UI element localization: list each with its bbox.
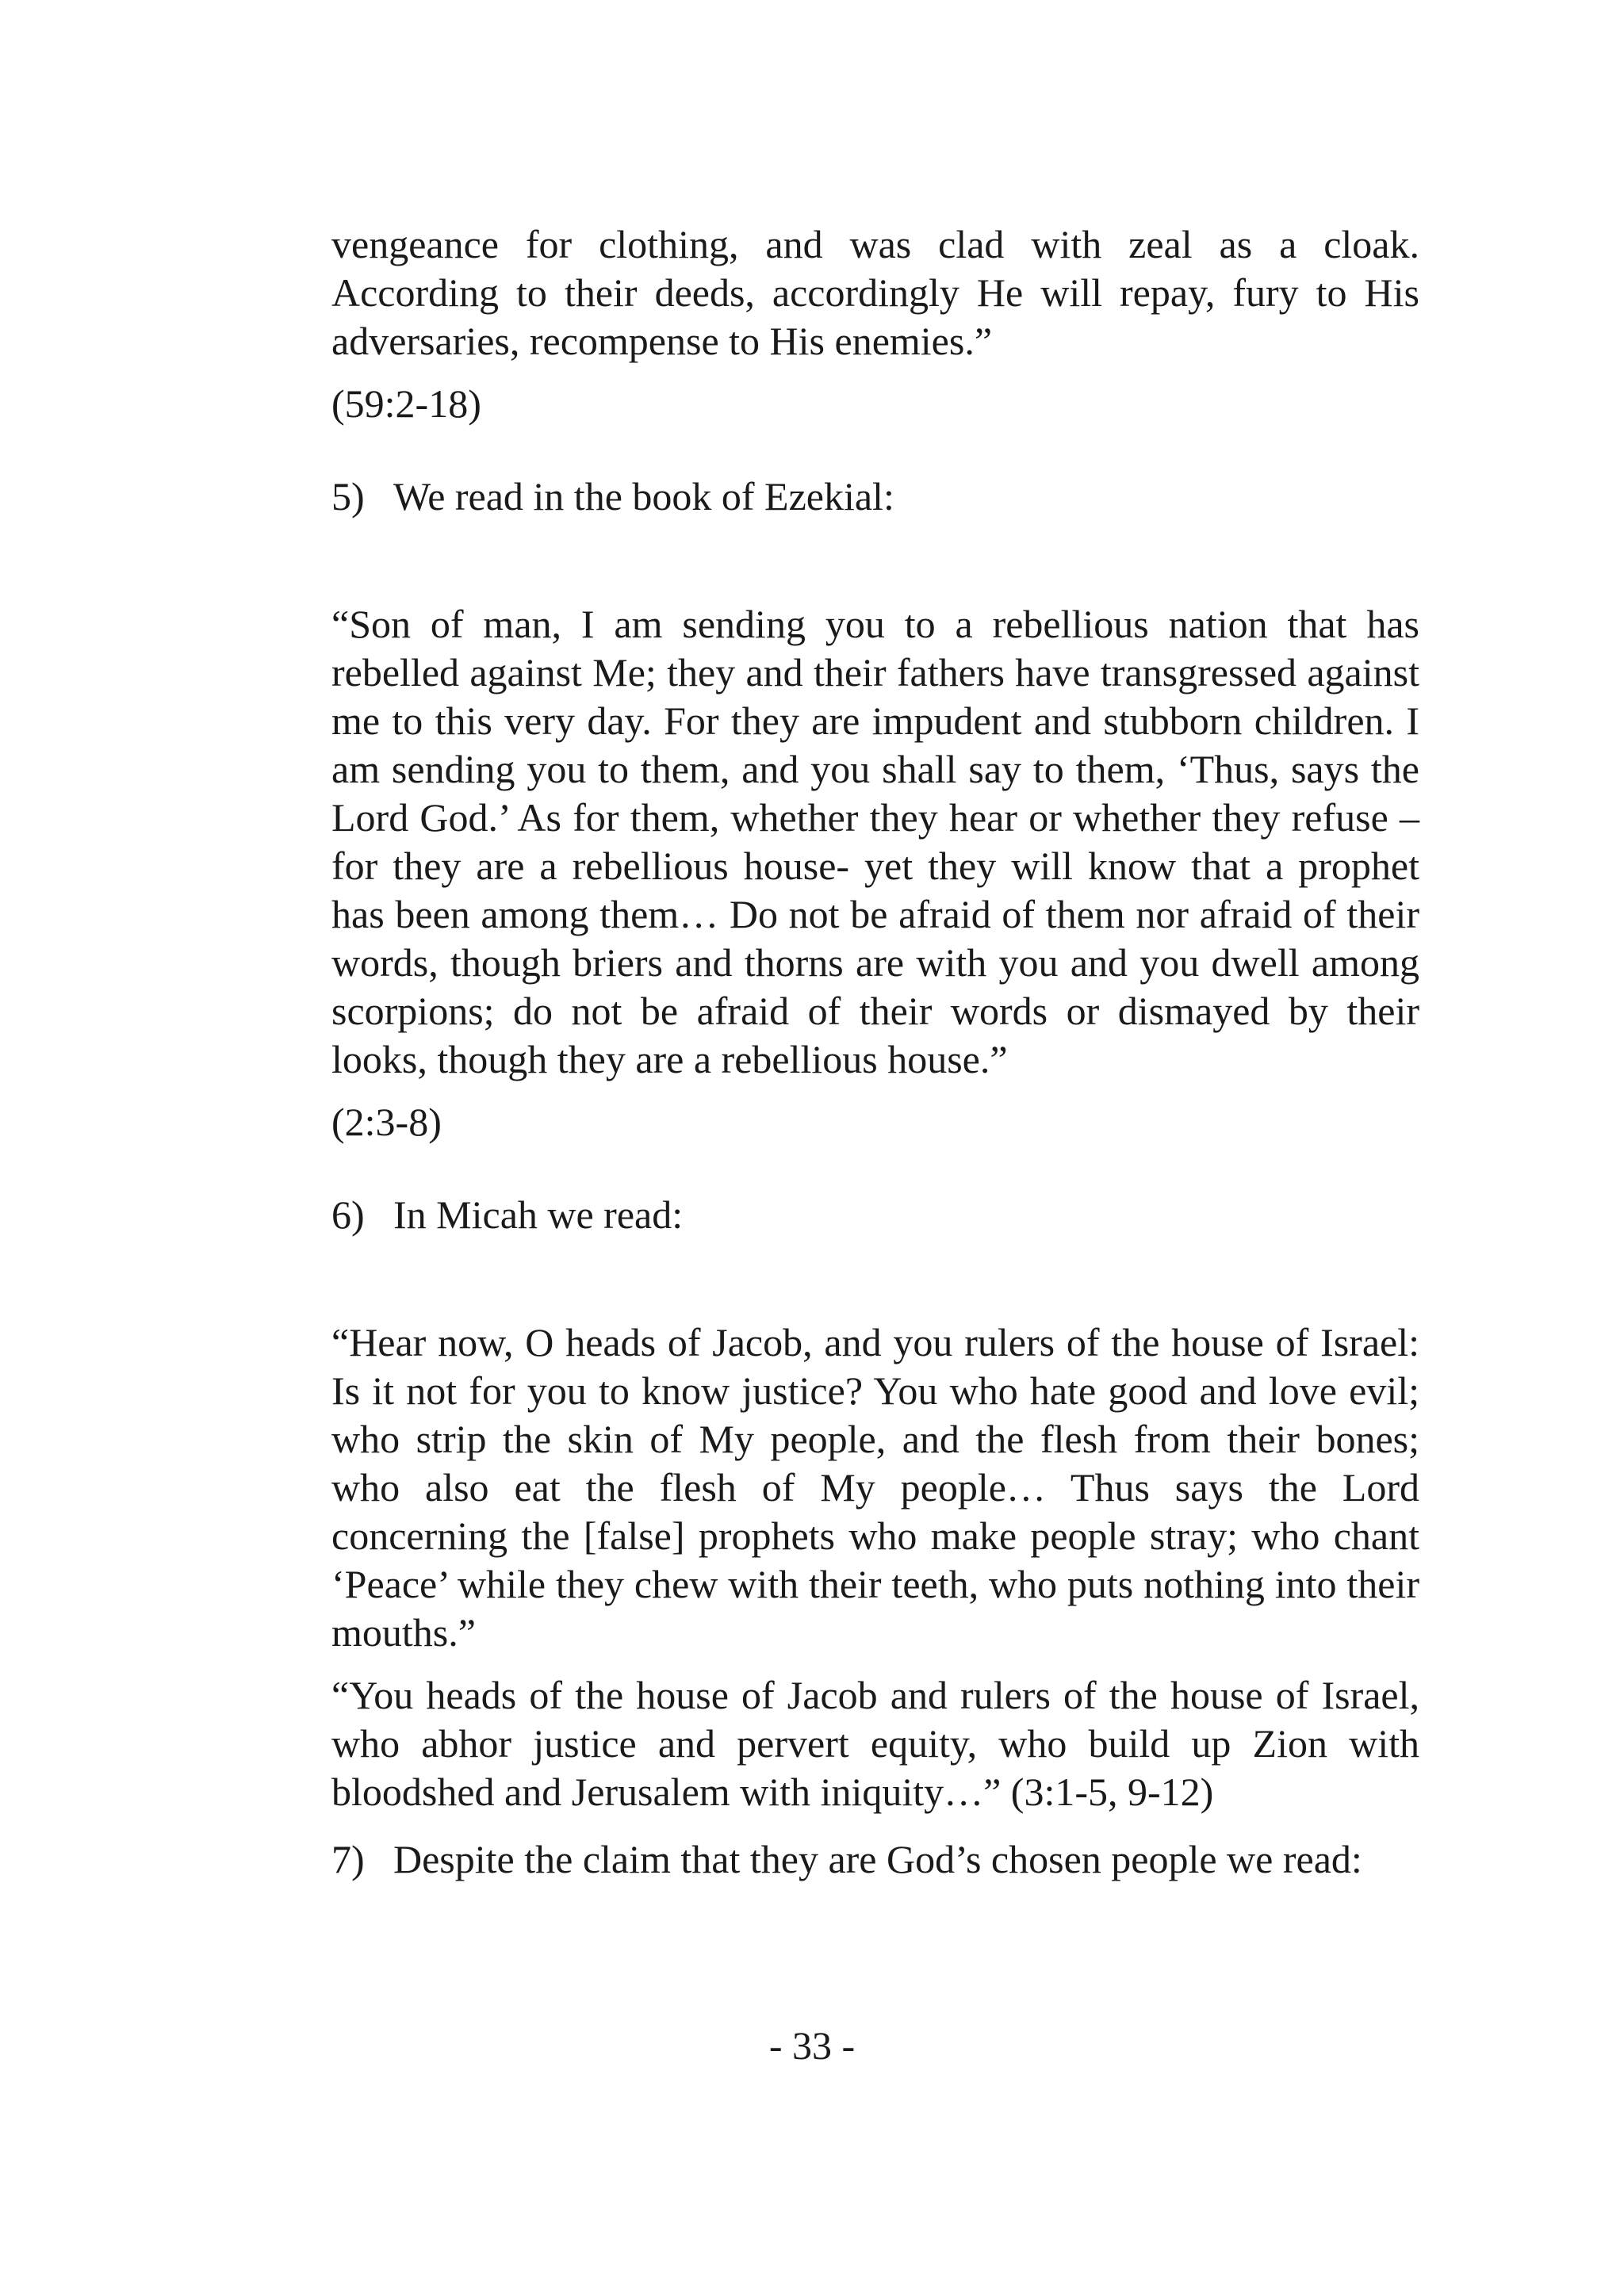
- list-item-number: 5): [331, 474, 365, 519]
- paragraph-micah-quote-2: “You heads of the house of Jacob and rulers of the house of Israel, who abhor justice and pervert equity, who build up Zion with bloodshed and Jerusalem with iniquity…” (3:1-5, 9-12): [331, 1673, 1419, 1814]
- list-item-number: 7): [331, 1837, 365, 1881]
- page-number: - 33 -: [768, 2023, 856, 2068]
- list-item-text: We read in the book of Ezekial:: [393, 474, 894, 519]
- list-item-6: [331, 1191, 1419, 1239]
- list-item-7: [331, 1835, 1419, 1884]
- list-item-text: In Micah we read:: [393, 1192, 684, 1237]
- paragraph-micah-quote-1: “Hear now, O heads of Jacob, and you rulers of the house of Israel: Is it not for you to know justice? You who hate good and love evil; who strip the skin of My people, and the flesh from their bones; who also eat the flesh of My people… Thus says the Lord concerning the [false] prophets who make people stray; who chant ‘Peace’ while they chew with their teeth, who puts nothing into their mouths.”: [331, 1320, 1419, 1655]
- paragraph-isaiah-ending: vengeance for clothing, and was clad with zeal as a cloak. According to their deeds, accordingly He will repay, fury to His adversaries, recompense to His enemies.”: [331, 222, 1419, 363]
- list-item-text: Despite the claim that they are God’s chosen people we read:: [393, 1837, 1362, 1881]
- page-body: [331, 197, 1419, 1884]
- citation-ezekiel: (2:3-8): [331, 1100, 442, 1144]
- paragraph-ezekiel-quote: “Son of man, I am sending you to a rebellious nation that has rebelled against Me; they and their fathers have transgressed against me to this very day. For they are impudent and stubborn children. I am sending you to them, and you shall say to them, ‘Thus, says the Lord God.’ As for them, whether they hear or whether they refuse –for they are a rebellious house- yet they will know that a prophet has been among them… Do not be afraid of them nor afraid of their words, though briers and thorns are with you and you dwell among scorpions; do not be afraid of their words or dismayed by their looks, though they are a rebellious house.”: [331, 602, 1419, 1081]
- list-item-5: [331, 473, 1419, 521]
- citation-isaiah: (59:2-18): [331, 381, 481, 426]
- list-item-number: 6): [331, 1192, 365, 1237]
